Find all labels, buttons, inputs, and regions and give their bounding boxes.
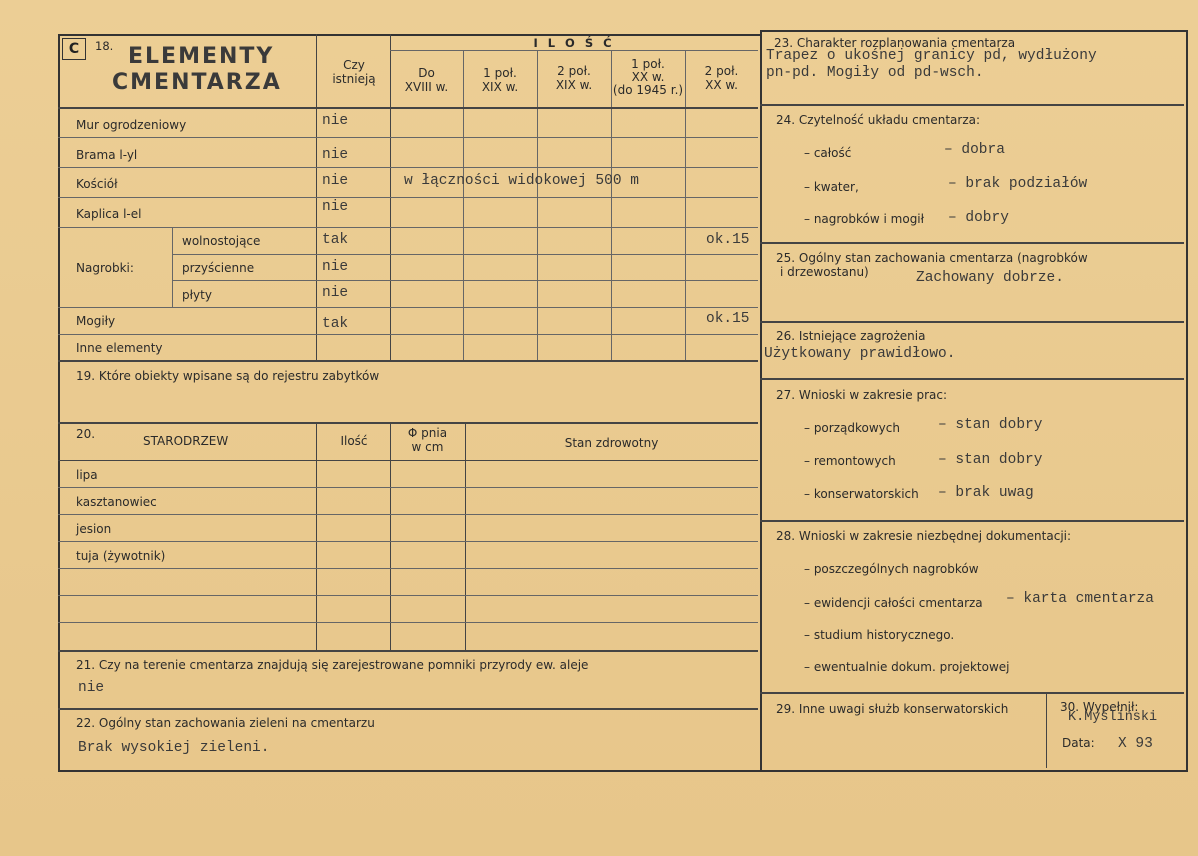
- section-25-label-2: i drzewostanu): [780, 265, 869, 279]
- grid-line: [611, 50, 612, 360]
- nagrobki-label: Nagrobki:: [76, 261, 134, 275]
- section-18-title-1: ELEMENTY: [128, 44, 275, 69]
- row-wolno-qty: ok.15: [706, 232, 750, 248]
- section-19-label: 19. Które obiekty wpisane są do rejestru zabytków: [76, 369, 380, 383]
- grid-line: [463, 50, 464, 360]
- s24-item-label: – całość: [804, 146, 852, 160]
- tree-row-label: kasztanowiec: [76, 495, 157, 509]
- grid-line: [316, 422, 317, 650]
- col-czy-1: Czy: [343, 58, 365, 72]
- row-przysc-czy: nie: [322, 259, 349, 275]
- row-mogily-label: Mogiły: [76, 314, 116, 328]
- period-4: 1 poł. XX w. (do 1945 r.): [612, 57, 684, 97]
- grid-line: [58, 137, 758, 138]
- col-tree-stan: Stan zdrowotny: [564, 436, 659, 450]
- s27-item-value: – stan dobry: [938, 417, 1043, 433]
- grid-line: [58, 708, 758, 710]
- grid-line: [390, 50, 758, 51]
- grid-line: [58, 595, 758, 596]
- section-26-value: Użytkowany prawidłowo.: [764, 346, 956, 362]
- grid-line: [58, 541, 758, 542]
- row-plyty-label: płyty: [182, 288, 212, 302]
- grid-line: [58, 514, 758, 515]
- s28-item-label: – ewidencji całości cmentarza: [804, 596, 983, 610]
- grid-line: [58, 197, 758, 198]
- section-27-label: 27. Wnioski w zakresie prac:: [776, 388, 948, 402]
- row-mogily-qty: ok.15: [706, 311, 750, 327]
- row-plyty-czy: nie: [322, 285, 349, 301]
- grid-line: [58, 167, 758, 168]
- section-30-date-label: Data:: [1062, 736, 1095, 750]
- s27-item-label: – remontowych: [804, 454, 896, 468]
- grid-line: [58, 650, 758, 652]
- grid-line: [58, 460, 758, 461]
- period-3: 2 poł. XIX w.: [555, 64, 593, 92]
- row-wolno-label: wolnostojące: [182, 234, 261, 248]
- s24-item-value: – brak podziałów: [948, 176, 1088, 192]
- period-5: 2 poł. XX w.: [704, 64, 739, 92]
- grid-line: [172, 254, 758, 255]
- grid-line: [58, 568, 758, 569]
- row-kaplica-czy: nie: [322, 199, 349, 215]
- section-18-title-2: CMENTARZA: [112, 70, 282, 95]
- grid-line: [760, 692, 1184, 694]
- section-21-value: nie: [78, 680, 105, 696]
- grid-line: [390, 422, 391, 650]
- s24-item-value: – dobry: [948, 210, 1009, 226]
- section-24-label: 24. Czytelność układu cmentarza:: [776, 113, 981, 127]
- section-22-value: Brak wysokiej zieleni.: [78, 740, 270, 756]
- section-18-number: 18.: [95, 39, 114, 53]
- section-20-number: 20.: [76, 427, 96, 441]
- section-30-label: 30. Wypełnił:: [1060, 700, 1139, 714]
- grid-line: [58, 107, 758, 109]
- row-kosciol-label: Kościół: [76, 177, 118, 191]
- grid-line: [760, 104, 1184, 106]
- section-30-date: X 93: [1118, 736, 1153, 752]
- section-25-label-1: 25. Ogólny stan zachowania cmentarza (nagrobków: [776, 251, 1088, 265]
- section-29-label: 29. Inne uwagi służb konserwatorskich: [776, 702, 1009, 716]
- grid-line: [1046, 692, 1047, 768]
- col-ilosc: I L O Ś Ć: [533, 36, 615, 50]
- col-tree-ilosc: Ilość: [340, 434, 368, 448]
- section-25-value: Zachowany dobrze.: [916, 270, 1064, 286]
- s24-item-value: – dobra: [944, 142, 1005, 158]
- row-inne-label: Inne elementy: [76, 341, 163, 355]
- s24-item-label: – nagrobków i mogił: [804, 212, 925, 226]
- row-brama-czy: nie: [322, 147, 349, 163]
- s27-item-label: – porządkowych: [804, 421, 900, 435]
- s28-item-label: – ewentualnie dokum. projektowej: [804, 660, 1010, 674]
- grid-line: [172, 280, 758, 281]
- grid-line: [685, 50, 686, 360]
- s28-item-label: – poszczególnych nagrobków: [804, 562, 979, 576]
- grid-line: [58, 487, 758, 488]
- period-2: 1 poł. XIX w.: [481, 66, 519, 94]
- grid-line: [760, 520, 1184, 522]
- section-28-label: 28. Wnioski w zakresie niezbędnej dokumentacji:: [776, 529, 1072, 543]
- s24-item-label: – kwater,: [804, 180, 859, 194]
- section-26-label: 26. Istniejące zagrożenia: [776, 329, 926, 343]
- section-21-label: 21. Czy na terenie cmentarza znajdują się zarejestrowane pomniki przyrody ew. aleje: [76, 658, 589, 672]
- grid-line: [58, 360, 758, 362]
- grid-line: [58, 622, 758, 623]
- grid-line: [465, 422, 466, 650]
- tree-row-label: jesion: [76, 522, 112, 536]
- row-kosciol-czy: nie: [322, 173, 349, 189]
- row-przysc-label: przyścienne: [182, 261, 255, 275]
- section-23-line-1: Trapez o ukośnej granicy pd, wydłużony: [766, 48, 1097, 64]
- s28-item-label: – studium historycznego.: [804, 628, 955, 642]
- row-wolno-czy: tak: [322, 232, 349, 248]
- section-letter-box: C: [62, 38, 86, 60]
- row-kaplica-label: Kaplica l-el: [76, 207, 142, 221]
- section-30-name: K.Myśliński: [1068, 710, 1158, 725]
- row-kosciol-note: w łączności widokowej 500 m: [404, 173, 639, 189]
- grid-line: [760, 242, 1184, 244]
- grid-line: [58, 307, 758, 308]
- grid-line: [58, 422, 758, 424]
- row-mur-label: Mur ogrodzeniowy: [76, 118, 187, 132]
- grid-line: [172, 227, 173, 307]
- tree-row-label: lipa: [76, 468, 98, 482]
- row-mur-czy: nie: [322, 113, 349, 129]
- section-20-title: STARODRZEW: [143, 434, 229, 448]
- s27-item-label: – konserwatorskich: [804, 487, 919, 501]
- section-23-label: 23. Charakter rozplanowania cmentarza: [774, 36, 1016, 50]
- period-1: Do XVIII w.: [404, 66, 449, 94]
- col-tree-pnia: Φ pnia w cm: [407, 426, 448, 454]
- col-czy-2: istnieją: [332, 72, 376, 86]
- tree-row-label: tuja (żywotnik): [76, 549, 166, 563]
- row-mogily-czy: tak: [322, 316, 349, 332]
- s27-item-value: – stan dobry: [938, 452, 1043, 468]
- s27-item-value: – brak uwag: [938, 485, 1034, 501]
- grid-line: [58, 227, 758, 228]
- grid-line: [537, 50, 538, 360]
- section-22-label: 22. Ogólny stan zachowania zieleni na cmentarzu: [76, 716, 375, 730]
- s28-item-value: – karta cmentarza: [1006, 591, 1154, 607]
- grid-line: [58, 334, 758, 335]
- row-brama-label: Brama l-yl: [76, 148, 138, 162]
- section-23-line-2: pn-pd. Mogiły od pd-wsch.: [766, 65, 984, 81]
- grid-line: [760, 378, 1184, 380]
- grid-line: [760, 321, 1184, 323]
